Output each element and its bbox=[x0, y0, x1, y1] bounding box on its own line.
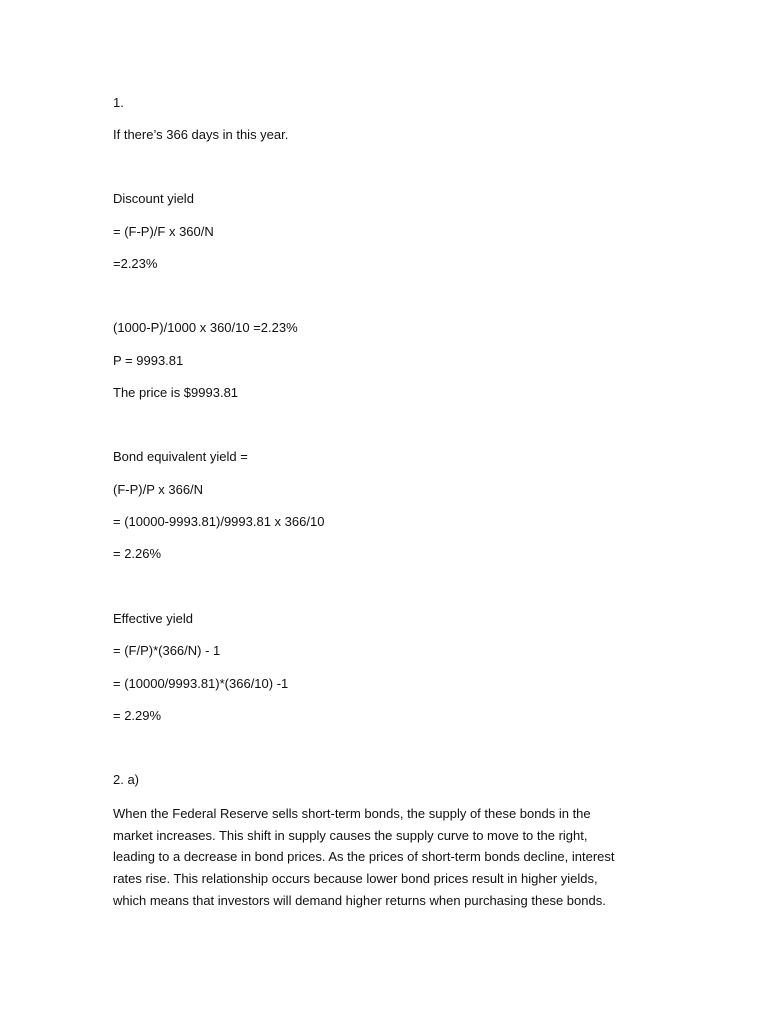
question-2a-answer bbox=[113, 803, 653, 912]
bond-equivalent-yield-formula: (F-P)/P x 366/N bbox=[113, 482, 204, 497]
answer-line: rates rise. This relationship occurs because lower bond prices result in higher yields, bbox=[113, 871, 598, 887]
bond-equivalent-yield-heading: Bond equivalent yield = bbox=[113, 449, 248, 464]
answer-line: which means that investors will demand higher returns when purchasing these bonds. bbox=[113, 892, 606, 908]
effective-yield-heading: Effective yield bbox=[113, 611, 193, 626]
discount-yield-heading: Discount yield bbox=[113, 191, 194, 206]
price-statement: The price is $9993.81 bbox=[113, 385, 239, 400]
price-equation: (1000-P)/1000 x 360/10 =2.23% bbox=[113, 320, 298, 335]
effective-yield-value: = 2.29% bbox=[113, 708, 162, 723]
question-1-number: 1. bbox=[113, 95, 124, 110]
price-result: P = 9993.81 bbox=[113, 353, 184, 368]
bond-equivalent-yield-substitution: = (10000-9993.81)/9993.81 x 366/10 bbox=[113, 514, 325, 529]
effective-yield-substitution: = (10000/9993.81)*(366/10) -1 bbox=[113, 676, 289, 691]
question-2a-label: 2. a) bbox=[113, 772, 140, 787]
answer-line: market increases. This shift in supply causes the supply curve to move to the right, bbox=[113, 827, 588, 843]
question-1-assumption: If there’s 366 days in this year. bbox=[113, 127, 289, 142]
bond-equivalent-yield-value: = 2.26% bbox=[113, 546, 162, 561]
discount-yield-value: =2.23% bbox=[113, 256, 158, 271]
answer-line: leading to a decrease in bond prices. As the prices of short-term bonds decline, interest bbox=[113, 849, 615, 865]
discount-yield-formula: = (F-P)/F x 360/N bbox=[113, 224, 214, 239]
answer-line: When the Federal Reserve sells short-term bonds, the supply of these bonds in the bbox=[113, 806, 591, 821]
effective-yield-formula: = (F/P)*(366/N) - 1 bbox=[113, 643, 221, 658]
